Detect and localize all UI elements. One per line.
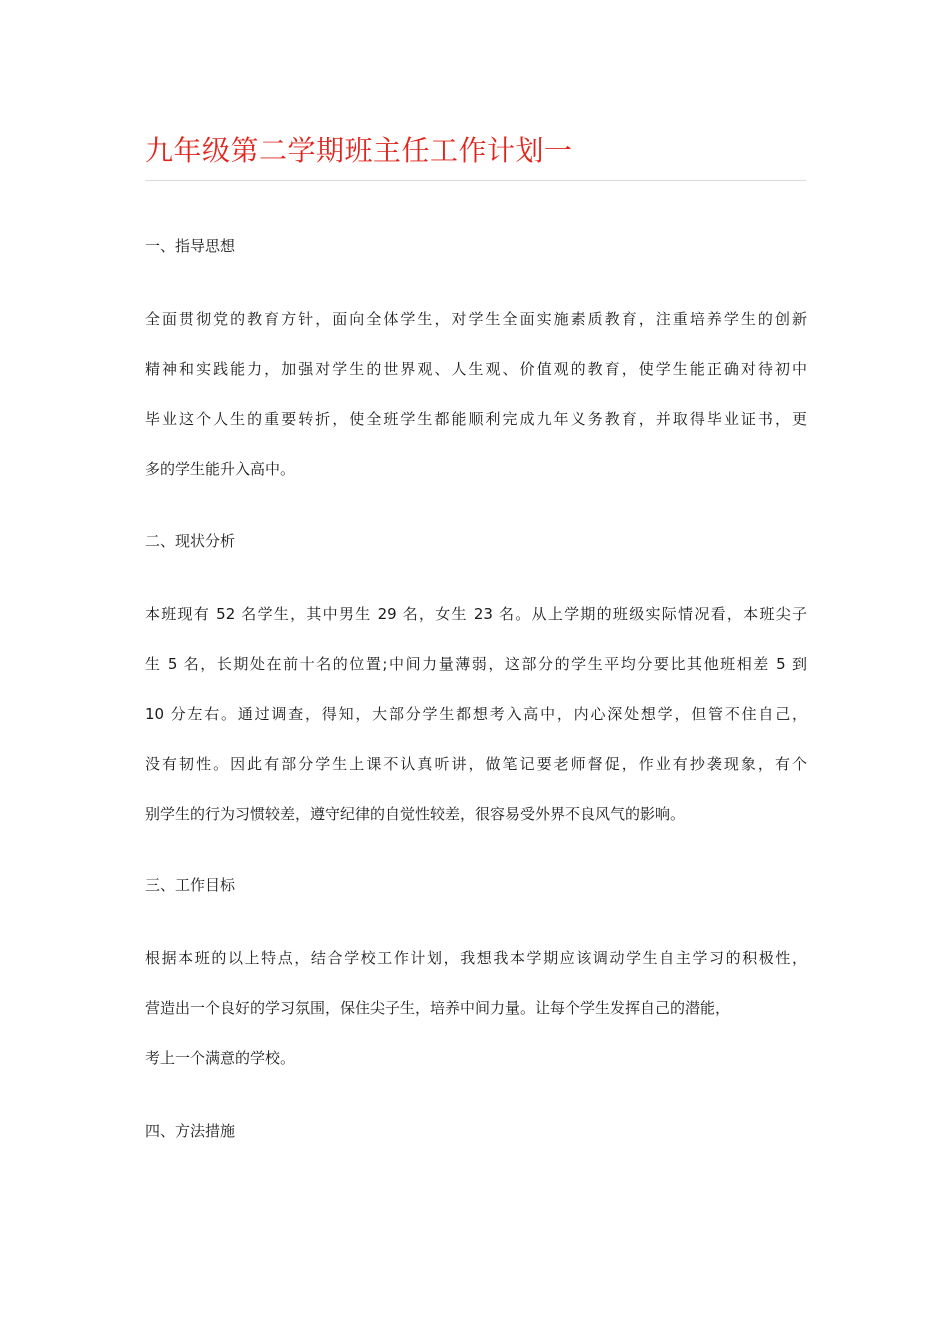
body-line: 精神和实践能力，加强对学生的世界观、人生观、价值观的教育，使学生能正确对待初中 <box>145 360 807 378</box>
body-line: 根据本班的以上特点，结合学校工作计划，我想我本学期应该调动学生自主学习的积极性， <box>145 949 807 967</box>
body-line: 考上一个满意的学校。 <box>145 1049 296 1067</box>
section-heading-guiding-ideology: 一、指导思想 <box>145 237 236 255</box>
body-line: 没有韧性。因此有部分学生上课不认真听讲，做笔记要老师督促，作业有抄袭现象，有个 <box>145 755 807 773</box>
section-body-work-goals <box>145 945 807 1095</box>
body-line: 全面贯彻党的教育方针，面向全体学生，对学生全面实施素质教育，注重培养学生的创新 <box>145 310 807 328</box>
section-body-guiding-ideology <box>145 306 807 506</box>
body-line: 多的学生能升入高中。 <box>145 460 296 478</box>
body-line: 本班现有 52 名学生，其中男生 29 名，女生 23 名。从上学期的班级实际情况看，本班尖子 <box>145 605 807 623</box>
title-divider <box>145 180 806 181</box>
body-line: 10 分左右。通过调查，得知，大部分学生都想考入高中，内心深处想学，但管不住自己， <box>145 705 807 723</box>
section-heading-situation-analysis: 二、现状分析 <box>145 532 236 550</box>
section-body-situation-analysis <box>145 601 807 851</box>
body-line: 生 5 名，长期处在前十名的位置;中间力量薄弱，这部分的学生平均分要比其他班相差 5 到 <box>145 655 807 673</box>
document-title: 九年级第二学期班主任工作计划一 <box>145 134 573 167</box>
body-line: 营造出一个良好的学习氛围，保住尖子生，培养中间力量。让每个学生发挥自己的潜能， <box>145 999 731 1017</box>
body-line: 毕业这个人生的重要转折，使全班学生都能顺利完成九年义务教育，并取得毕业证书，更 <box>145 410 807 428</box>
section-heading-methods-measures: 四、方法措施 <box>145 1122 236 1140</box>
body-line: 别学生的行为习惯较差，遵守纪律的自觉性较差，很容易受外界不良风气的影响。 <box>145 805 686 823</box>
section-heading-work-goals: 三、工作目标 <box>145 876 236 894</box>
